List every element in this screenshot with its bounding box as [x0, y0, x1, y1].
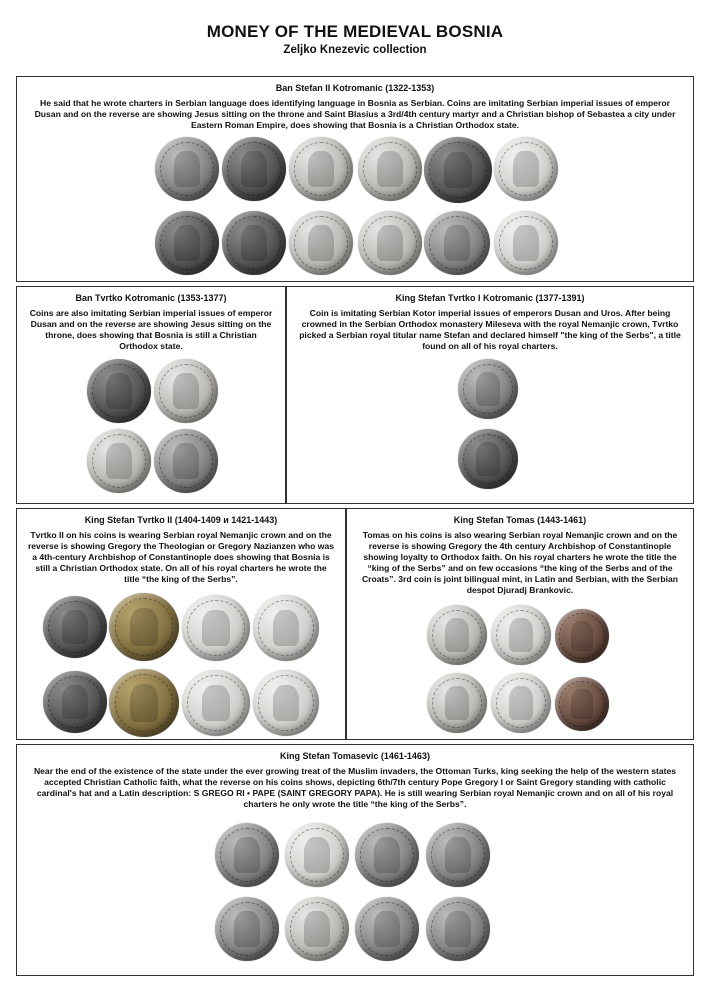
section-title: King Stefan Tvrtko I Kotromanic (1377-1391): [395, 293, 585, 303]
section-text: Near the end of the existence of the state under the ever growing treat of the Muslim invaders, the Ottoman Turks, king seeking the help of the western states accepted Christian Catholic faith, what the reverse on his coins shows, depicting 6th/7th century Pope Gregory I or Saint Gregory standing with catholic cardinal's hat and a Latin description: S GREGO RI • PAPE (SAINT GREGORY PAPA). He is still wearing Serbian royal Nemanjic crown and on all of his royal charters he only wrote the title “the king of the Serbs”.: [33, 766, 677, 809]
coin-image: [358, 137, 422, 201]
section-text: Coin is imitating Serbian Kotor imperial issues of emperors Dusan and Uros. After being crowned in the Serbian Orthodox monastery Mileseva with the royal Nemanjic crown, Tvrtko picked a Serbian royal titular name Stefan and declared himself "the king of the Serbs", a title found on all of his royal charters.: [299, 308, 681, 351]
coin-image: [215, 823, 279, 887]
coin-image: [155, 137, 219, 201]
coin-image: [494, 137, 558, 201]
coin-gallery: [17, 745, 694, 976]
section-title: King Stefan Tvrtko II (1404-1409 и 1421-1443): [84, 515, 278, 525]
coin-image: [155, 211, 219, 275]
section-text: Coins are also imitating Serbian imperial issues of emperor Dusan and on the reverse are showing Jesus sitting on the throne, does showing that Bosnia is still a Christian Orthodox state.: [29, 308, 273, 351]
coin-image: [109, 669, 179, 737]
section-title: King Stefan Tomasevic (1461-1463): [280, 751, 430, 761]
coin-image: [494, 211, 558, 275]
section-title: King Stefan Tomas (1443-1461): [453, 515, 587, 525]
coin-image: [182, 670, 250, 736]
coin-image: [555, 609, 609, 663]
coin-image: [458, 429, 518, 489]
section-stefan-ii: [16, 76, 694, 282]
coin-gallery: [17, 77, 694, 282]
coin-image: [426, 823, 490, 887]
coin-gallery: [287, 287, 694, 504]
coin-gallery: [347, 509, 694, 740]
coin-image: [491, 605, 551, 665]
section-tvrtko-i: [286, 286, 694, 504]
coin-image: [215, 897, 279, 961]
section-title: Ban Tvrtko Kotromanic (1353-1377): [75, 293, 227, 303]
page-header: [0, 22, 710, 56]
page-subtitle: Zeljko Knezevic collection: [283, 44, 427, 56]
section-text: Tvrtko II on his coins is wearing Serbian royal Nemanjic crown and on the reverse is showing Gregory the Theologian or Gregory Nazianzen who was a 4th-century Archbishop of Constantinople does showing that Bosnia is still a Christian Orthodox state. On all of his royal charters he wrote the title “the king of the Serbs”.: [27, 530, 335, 584]
coin-image: [424, 211, 490, 275]
section-tvrtko-ii: [16, 508, 346, 740]
coin-image: [427, 605, 487, 665]
section-stefan-tomasevic: [16, 744, 694, 976]
coin-image: [182, 595, 250, 661]
coin-image: [289, 211, 353, 275]
page-title: MONEY OF THE MEDIEVAL BOSNIA: [206, 22, 504, 41]
coin-image: [87, 359, 151, 423]
coin-image: [43, 671, 107, 733]
section-text: Tomas on his coins is also wearing Serbian royal Nemanjic crown and on the reverse is showing Gregory the 4th century Archbishop of Constantinople showing loyalty to Orthodox faith. On his royal charters he wrote the title the “king of the Serbs” and on few occasions “the king of the Serbs and of the Croats”. 3rd coin is joint bilingual mint, in Latin and Serbian, with the Serbian despot Djuradj Brankovic.: [361, 530, 679, 595]
coin-image: [285, 823, 349, 887]
coin-image: [289, 137, 353, 201]
coin-image: [222, 211, 286, 275]
coin-image: [426, 897, 490, 961]
coin-image: [358, 211, 422, 275]
coin-gallery: [17, 287, 286, 504]
coin-image: [555, 677, 609, 731]
section-stefan-tomas: [346, 508, 694, 740]
coin-image: [285, 897, 349, 961]
section-ban-tvrtko: [16, 286, 286, 504]
coin-image: [458, 359, 518, 419]
section-title: Ban Stefan II Kotromanic (1322-1353): [275, 83, 435, 93]
coin-image: [427, 673, 487, 733]
coin-image: [424, 137, 492, 203]
coin-gallery: [17, 509, 346, 740]
coin-image: [154, 359, 218, 423]
coin-image: [154, 429, 218, 493]
coin-image: [87, 429, 151, 493]
coin-image: [355, 897, 419, 961]
coin-image: [109, 593, 179, 661]
coin-image: [253, 595, 319, 661]
coin-image: [491, 673, 551, 733]
coin-image: [355, 823, 419, 887]
coin-image: [253, 670, 319, 736]
coin-image: [222, 137, 286, 201]
coin-image: [43, 596, 107, 658]
section-text: He said that he wrote charters in Serbian language does identifying language in Bosnia as Serbian. Coins are imitating Serbian imperial issues of emperor Dusan and on the reverse are showing Jesus sitting on the throne and Saint Blasius a 3rd/4th century martyr and a Christian bishop of Sebastea a city under Eastern Roman Empire, does showing that Bosnia is a Christian Orthodox state.: [34, 98, 676, 130]
